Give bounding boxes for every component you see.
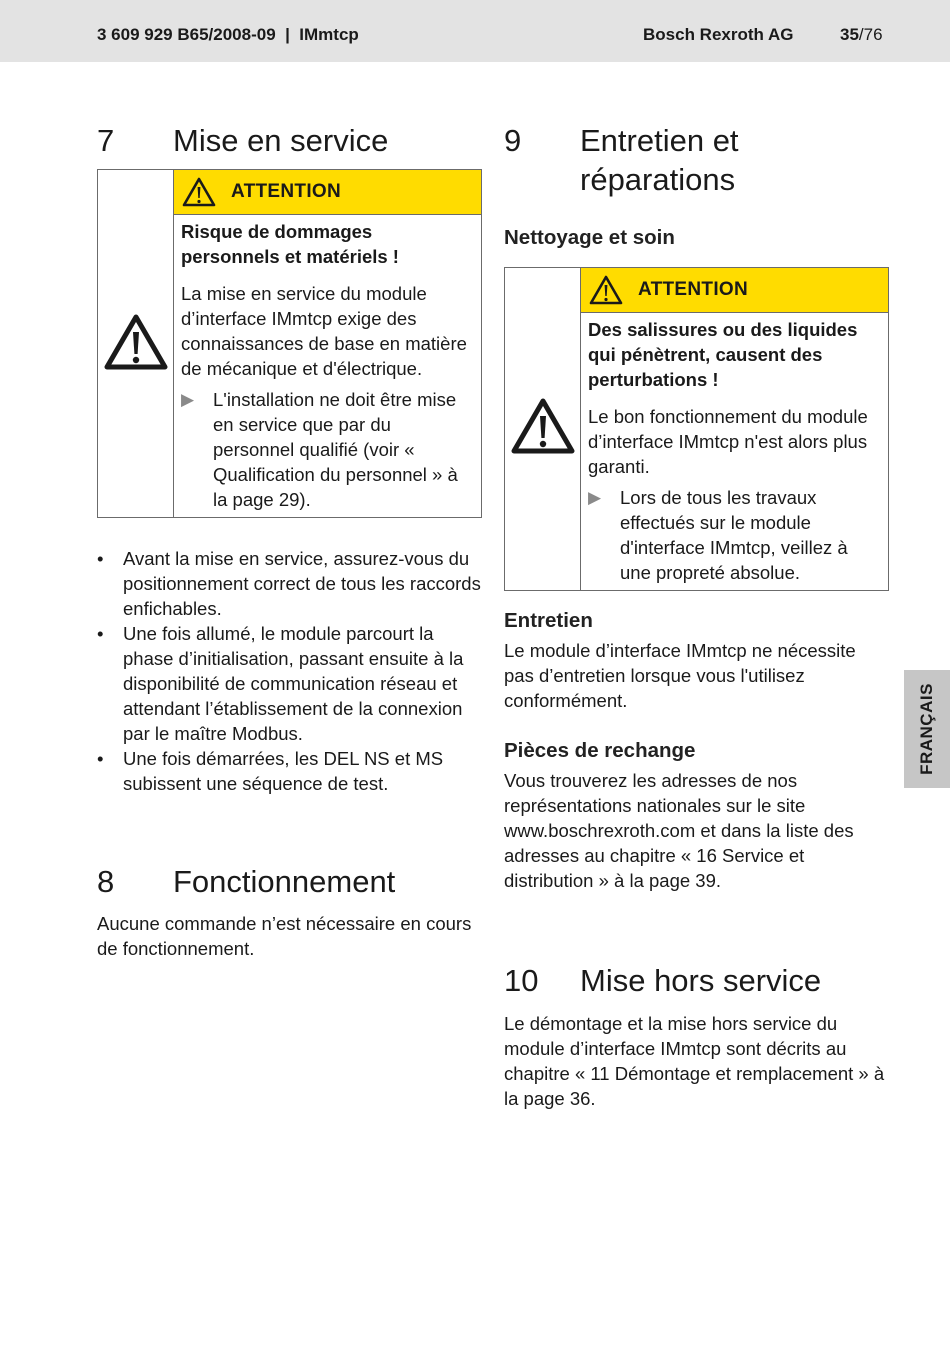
section-10-text: Le démontage et la mise hors service du module d’interface IMmtcp sont décrits au chapitre « 11 Démontage et remplacement » à la page 36.	[504, 1013, 885, 1109]
subsection-maintenance	[504, 608, 889, 713]
warning-triangle-icon	[511, 398, 575, 454]
warning-small-icon	[589, 275, 623, 305]
chapter-number: 10	[504, 963, 539, 998]
subheading: Entretien	[504, 609, 593, 632]
warning-header	[174, 170, 481, 215]
warning-icon-cell	[505, 268, 581, 590]
warning-content	[581, 268, 888, 585]
warning-heading: Des salissures ou des liquides qui pénètrent, causent des perturbations !	[588, 319, 858, 390]
list-item: • Avant la mise en service, assurez-vous du positionnement correct de tous les raccords enfichables.	[97, 548, 481, 619]
list-item: • Une fois allumé, le module parcourt la phase d’initialisation, passant ensuite à la disponibilité de communication réseau et attendant l’établissement de la connexion par le maître Modbus.	[97, 623, 464, 744]
warning-body	[174, 215, 481, 512]
spare-parts-text: Vous trouverez les adresses de nos représentations nationales sur le site www.boschrexroth.com et dans la liste des adresses au chapitre « 16 Service et distribution » à la page 39.	[504, 770, 854, 891]
chapter-heading	[97, 862, 482, 901]
chapter-heading	[504, 961, 889, 1000]
warning-label: ATTENTION	[231, 181, 342, 202]
warning-content	[174, 170, 481, 512]
page-header	[0, 0, 950, 62]
warning-body	[581, 313, 888, 585]
list-item: • Une fois démarrées, les DEL NS et MS subissent une séquence de test.	[97, 748, 444, 794]
chapter-number: 7	[97, 123, 115, 158]
step-arrow-icon: ▶	[181, 390, 195, 409]
section-7-heading	[97, 121, 482, 160]
section-7-bullets	[97, 546, 482, 796]
document-reference: 3 609 929 B65/2008-09 | IMmtcp	[97, 25, 359, 44]
chapter-title: Fonctionnement	[173, 864, 396, 899]
section-9-heading	[504, 121, 889, 199]
subheading-cleaning	[504, 225, 889, 251]
warning-box	[97, 169, 482, 518]
section-10	[504, 961, 889, 1111]
warning-text: Le bon fonctionnement du module d’interface IMmtcp n'est alors plus garanti.	[588, 406, 868, 477]
subheading: Pièces de rechange	[504, 739, 696, 762]
warning-step	[181, 387, 473, 512]
chapter-title: Mise en service	[173, 123, 389, 158]
chapter-title: Mise hors service	[580, 963, 822, 998]
chapter-number: 9	[504, 123, 522, 158]
page-total: /76	[858, 25, 883, 44]
section-8-text: Aucune commande n’est nécessaire en cours de fonctionnement.	[97, 913, 472, 959]
warning-header	[581, 268, 888, 313]
chapter-heading	[97, 121, 482, 160]
bullet-icon: •	[97, 548, 104, 569]
warning-small-icon	[182, 177, 216, 207]
language-tab-label: FRANÇAIS	[917, 683, 936, 775]
step-arrow-icon: ▶	[588, 488, 602, 507]
chapter-title: Entretien et réparations	[580, 123, 739, 197]
warning-triangle-icon	[104, 314, 168, 370]
warning-box	[504, 267, 889, 591]
subheading: Nettoyage et soin	[504, 226, 675, 249]
bullet-list	[97, 546, 482, 796]
page-number	[840, 24, 883, 46]
subsection-spare-parts	[504, 738, 889, 893]
chapter-number: 8	[97, 864, 115, 899]
page-current: 35	[840, 25, 859, 44]
section-8	[97, 862, 482, 961]
bullet-icon: •	[97, 623, 104, 644]
warning-step-text: Lors de tous les travaux effectués sur le module d'interface IMmtcp, veillez à une propreté absolue.	[620, 487, 848, 583]
warning-step	[588, 485, 880, 585]
warning-icon-cell	[98, 170, 174, 517]
language-tab	[904, 670, 950, 788]
maintenance-text: Le module d’interface IMmtcp ne nécessite pas d’entretien lorsque vous l'utilisez conformément.	[504, 640, 856, 711]
chapter-heading	[504, 121, 889, 199]
warning-heading: Risque de dommages personnels et matériels !	[181, 221, 399, 267]
bullet-icon: •	[97, 748, 104, 769]
warning-label: ATTENTION	[638, 279, 749, 300]
company-name: Bosch Rexroth AG	[643, 25, 794, 44]
warning-text: La mise en service du module d’interface IMmtcp exige des connaissances de base en matière de mécanique et d'électrique.	[181, 283, 467, 379]
warning-step-text: L'installation ne doit être mise en service que par du personnel qualifié (voir « Qualification du personnel » à la page 29).	[213, 389, 458, 510]
